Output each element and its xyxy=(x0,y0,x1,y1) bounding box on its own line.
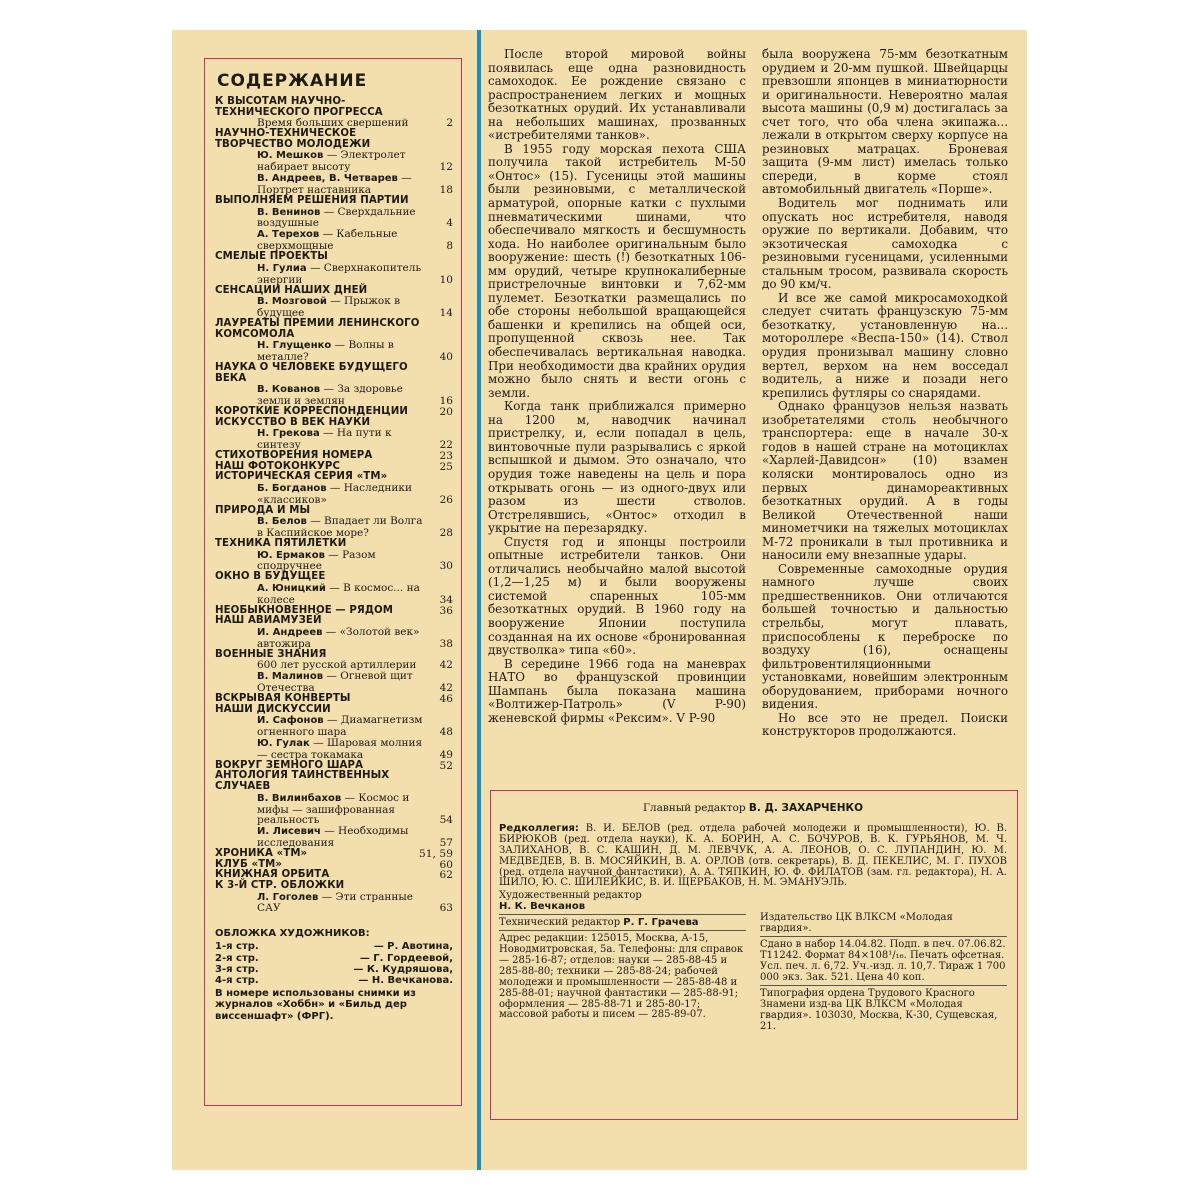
imprint-right xyxy=(760,891,1007,1032)
toc-section xyxy=(215,97,453,118)
photo-sources-note: В номере использованы снимки из журналов «Хоббн» и «Бильд дер виссеншафт» (ФРГ). xyxy=(215,988,416,1022)
editorial-board-label: Редколлегия: xyxy=(499,822,579,834)
toc-article xyxy=(215,627,453,650)
toc-article xyxy=(215,384,453,407)
toc-page-number: 28 xyxy=(439,527,453,540)
toc-section-title: АНТОЛОГИЯ ТАИНСТВЕННЫХ СЛУЧАЕВ xyxy=(215,770,390,793)
toc-article xyxy=(215,296,453,319)
toc-article-title: — Разом сподручнее xyxy=(257,548,376,573)
toc-page-number: 8 xyxy=(446,240,453,253)
cover-artist: — Н. Вечканова. xyxy=(358,974,453,986)
toc-article-author: Н. Глущенко xyxy=(257,340,332,352)
toc-page-number: 46 xyxy=(439,693,453,706)
toc-page-number: 10 xyxy=(439,273,453,286)
cover-page: 3-я стр. xyxy=(215,963,259,975)
toc-article-title: — Диамагнетизм огненного шара xyxy=(257,714,423,739)
chief-editor: Главный редактор В. Д. ЗАХАРЧЕНКО xyxy=(642,802,863,814)
toc-page-number: 57 xyxy=(439,837,453,850)
toc-article-author: Н. Грекова xyxy=(257,428,320,440)
toc-article xyxy=(215,550,453,573)
toc-article-title: — Портрет наставника xyxy=(257,172,412,196)
editorial-board xyxy=(499,824,1007,889)
toc-article-author: В. Кованов xyxy=(257,384,321,396)
article-paragraph: После второй мировой войны появилась еще одна разновидность самоходок. Ее рождение связано с распространением легких и мощных безоткатных орудий. Их устанавливали на небольших машинах, прозванных «истребителями танков». xyxy=(488,47,746,143)
toc-page-number: 25 xyxy=(439,460,453,473)
toc-section-title: КЛУБ «ТМ» xyxy=(215,858,283,870)
toc-section-title: ЛАУРЕАТЫ ПРЕМИИ ЛЕНИНСКОГО КОМСОМОЛА xyxy=(215,317,420,340)
toc-page-number: 63 xyxy=(439,902,453,915)
toc-section-title: НАШ АВИАМУЗЕЙ xyxy=(215,615,322,627)
article-paragraph: Спустя год и японцы построили опытные истребители танков. Они отличались необычайно малой высотой (1,2—1,25 м) и были вооружены системой спаренных 105-мм безоткатных орудий. В 1960 году на вооружение Японии поступила созданная на их основе «бронированная двустволка» типа «60». xyxy=(488,534,746,658)
toc-article-author: А. Юницкий xyxy=(257,582,326,594)
toc-page-number: 20 xyxy=(439,405,453,418)
article-paragraph: Но все это не предел. Поиски конструкторов продолжаются. xyxy=(762,710,1008,739)
article-paragraph: В середине 1966 года на маневрах НАТО во французской провинции Шампань была показана машина «Волтижер-Патроль» (V P-90) женевской фирмы «Рексим». V P-90 xyxy=(488,656,746,725)
toc-article xyxy=(215,428,453,451)
editorial-board-members: В. И. БЕЛОВ (ред. отдела рабочей молодежи и промышленности), Ю. В. БИРЮКОВ (ред. отдела науки), К. А. БОРИН, А. С. БОЧУРОВ, В. К. ГУРЬЯНОВ, М. Ч. ЗАЛИХАНОВ, В. С. КАШИН, Д. М. ЛЕВЧУК, А. А. ЛЕОНОВ, О. С. ЛУПАНДИН, Ю. М. МЕДВЕДЕВ, В. В. МОСЯЙКИН, В. А. ОРЛОВ (отв. секретарь), В. Д. ПЕКЕЛИС, М. Г. ПУХОВ (ред. отдела научной фантастики), А. А. ТЯПКИН, Ю. Ф. ФИЛАТОВ (зам. гл. редактора), Н. А. ШИЛО, Ю. С. ШИЛЕЙКИС, В. И. ЩЕРБАКОВ, Н. М. ЭМАНУЭЛЬ. xyxy=(499,822,1008,889)
cover-artist-row xyxy=(215,964,453,975)
toc-article-author: В. Вилинбахов xyxy=(257,792,342,804)
toc-article-author: В. Венинов xyxy=(257,206,321,218)
toc-section-title: НАУЧНО-ТЕХНИЧЕСКОЕ ТВОРЧЕСТВО МОЛОДЕЖИ xyxy=(215,128,371,150)
toc-title: СОДЕРЖАНИЕ xyxy=(217,71,368,91)
toc-page-number: 22 xyxy=(439,439,453,452)
toc-article xyxy=(215,173,453,196)
toc-section-title: К ВЫСОТАМ НАУЧНО-ТЕХНИЧЕСКОГО ПРОГРЕССА xyxy=(215,96,383,118)
toc-page-number: 16 xyxy=(439,395,453,408)
toc-article-title: — «Золотой век» автожира xyxy=(257,625,420,650)
cover-page: 1-я стр. xyxy=(215,941,259,953)
cover-artist-row xyxy=(215,975,453,986)
imprint-rule xyxy=(760,936,1007,937)
article-column-2 xyxy=(762,48,1008,739)
toc-article-title: Время больших свершений xyxy=(257,117,409,130)
article-column-1 xyxy=(488,48,746,725)
toc-page-number: 2 xyxy=(446,117,453,130)
toc-article-title: — Эти странные САУ xyxy=(257,890,413,915)
article-paragraph: Однако французов нельзя назвать изобретателями столь необычного транспортера: еще в начале 30-х годов в нашей стране на мотоциклах «Харлей-Давидсон» (10) взамен коляски монтировалось одно из первых динамореактивных безоткатных орудий. А в годы Великой Отечественной наши минометчики на тяжелых мотоциклах М-72 проникали в тыл противника и наносили ему внезапные удары. xyxy=(762,399,1008,563)
toc-section-title: СМЕЛЫЕ ПРОЕКТЫ xyxy=(215,251,328,263)
toc-page-number: 30 xyxy=(439,560,453,573)
toc-section xyxy=(215,129,453,150)
toc-page-number: 14 xyxy=(439,307,453,320)
toc-article xyxy=(215,229,453,252)
toc-page-number: 48 xyxy=(439,726,453,739)
toc-page-number: 23 xyxy=(439,449,453,462)
toc-section-title: ИСКУССТВО В ВЕК НАУКИ xyxy=(215,416,371,428)
toc-section-title: ХРОНИКА «ТМ» xyxy=(215,848,308,860)
toc-entries xyxy=(215,97,453,914)
toc-article xyxy=(215,793,453,827)
toc-page-number: 52 xyxy=(439,759,453,772)
toc-article-author: Н. Гулиа xyxy=(257,262,307,274)
toc-section-title: ВОКРУГ ЗЕМНОГО ШАРА xyxy=(215,759,364,771)
toc-article-author: В. Андреев, В. Четварев xyxy=(257,173,398,185)
toc-article-author: Ю. Ермаков xyxy=(257,549,325,561)
toc-page-number: 54 xyxy=(439,814,453,827)
toc-page-number: 36 xyxy=(439,604,453,617)
toc-page-number: 60 xyxy=(439,858,453,871)
toc-section-title: НАШИ ДИСКУССИИ xyxy=(215,703,331,715)
toc-article-author: В. Малинов xyxy=(257,671,324,683)
toc-article-author: И. Сафонов xyxy=(257,715,324,727)
cover-artist: — Р. Авотина, xyxy=(373,941,453,953)
toc-page-number: 34 xyxy=(439,593,453,606)
toc-article-author: А. Терехов xyxy=(257,229,320,241)
toc-article-title: — Впадает ли Волга в Каспийское море? xyxy=(257,515,423,540)
toc-section-title: НАШ ФОТОКОНКУРС xyxy=(215,460,341,472)
toc-section-title: КОРОТКИЕ КОРРЕСПОНДЕНЦИИ xyxy=(215,405,408,417)
cover-artist: — К. Кудряшова, xyxy=(353,963,453,975)
toc-page-number: 40 xyxy=(439,351,453,364)
tech-editor: Технический редактор Р. Г. Грачева xyxy=(499,917,699,929)
article-paragraph: Водитель мог поднимать или опускать нос истребителя, наводя оружие по вертикали. Добавим, что экзотическая самоходка с резиновыми гусеницами, усиленными стальным тросом, развивала скорость до 90 км/ч. xyxy=(762,196,1008,292)
toc-page-number: 26 xyxy=(439,493,453,506)
toc-article xyxy=(215,150,453,173)
toc-article-title: — Прыжок в будущее xyxy=(257,295,401,320)
toc-section xyxy=(215,319,453,340)
toc-article-title: — На пути к синтезу xyxy=(257,427,392,452)
toc-article-author: И. Андреев xyxy=(257,626,323,638)
cover-artists-title: ОБЛОЖКА ХУДОЖНИКОВ: xyxy=(215,928,370,940)
toc-section-title: ИСТОРИЧЕСКАЯ СЕРИЯ «ТМ» xyxy=(215,471,388,483)
toc-article-title: — Необходимы исследования xyxy=(257,825,409,850)
toc-section-title: ТЕХНИКА ПЯТИЛЕТКИ xyxy=(215,537,347,549)
toc-article-title: — Кабельные сверхмощные xyxy=(257,228,398,253)
toc-article xyxy=(215,826,453,849)
imprint-left xyxy=(499,891,746,1032)
toc-page-number: 62 xyxy=(439,869,453,882)
toc-article-title: — Шаровая молния — сестра токамака xyxy=(257,737,423,761)
toc-article xyxy=(215,516,453,539)
toc-article-title: — Огневой щит Отечества xyxy=(257,670,413,695)
imprint-rule xyxy=(499,914,746,915)
toc-article xyxy=(215,483,453,506)
toc-article-title: — Наследники «классиков» xyxy=(257,481,412,506)
magazine-page xyxy=(172,30,1027,1170)
article-paragraph: Когда танк приближался примерно на 1200 м, наводчик начинал пристрелку, и, если попадал в цель, винтовочные пули разрывались с яркой вспышкой и дымом. Это означало, что орудия тоже наведены на цель и пора открывать огонь — из одного-двух или разом из шести стволов. Отстрелявшись, «Онтос» отходил в укрытие на перезарядку. xyxy=(488,399,746,536)
imprint-bottom xyxy=(499,891,1007,1032)
toc-section-title: К 3-Й СТР. ОБЛОЖКИ xyxy=(215,879,345,891)
cover-artist: — Г. Гордеевой, xyxy=(359,952,453,964)
article-paragraph: Современные самоходные орудия намного лучше своих предшественников. Они отличаются большей точностью и дальностью стрельбы, могут плавать, приспособлены к переброске по воздуху (16), оснащены фильтровентиляционными установками, новейшим электронным оборудованием, приборами ночного видения. xyxy=(762,561,1008,712)
toc-article-title: — Сверхнакопитель энергии xyxy=(257,261,422,286)
toc-article xyxy=(215,892,453,915)
toc-section-title: КНИЖНАЯ ОРБИТА xyxy=(215,869,330,881)
toc-article-author: Ю. Мешков xyxy=(257,150,324,162)
cover-page: 4-я стр. xyxy=(215,974,259,986)
cover-page: 2-я стр. xyxy=(215,952,259,964)
toc-article xyxy=(215,340,453,363)
imprint-rule xyxy=(499,930,746,931)
article-paragraph: В 1955 году морская пехота США получила такой истребитель М-50 «Онтос» (15). Гусеницы этой машины были резиновыми, с металлической арматурой, опорные катки с пухлыми пневматическими шинами, что обеспечивало мягкость и бесшумность хода. Но наиболее оригинальным было вооружение: шесть (!) безоткатных 106-мм орудий, четыре крупнокалиберные пристрелочные винтовки и 7,62-мм пулемет. Безоткатки размещались по обе стороны небольшой вращающейся башенки и крепились на общей оси, пропущенной сквозь нее. Так обеспечивалась вертикальная наводка. При необходимости два крайних орудия можно было снять и вести огонь с земли. xyxy=(488,141,746,400)
toc-section-title: НАУКА О ЧЕЛОВЕКЕ БУДУЩЕГО ВЕКА xyxy=(215,361,408,384)
toc-section xyxy=(215,363,453,384)
toc-section-title: ПРИРОДА И МЫ xyxy=(215,504,311,516)
toc-article-title: — Электролет набирает высоту xyxy=(257,149,406,174)
toc-article-title: — Космос и мифы — зашифрованная реальность xyxy=(257,791,410,827)
toc-article-author: Л. Гоголев xyxy=(257,891,319,903)
column-divider xyxy=(477,30,481,1170)
toc-article-title: — В космос... на колесе xyxy=(257,581,420,606)
toc-section-title: ВЫПОЛНЯЕМ РЕШЕНИЯ ПАРТИИ xyxy=(215,194,409,206)
print-info: Сдано в набор 14.04.82. Подп. в печ. 07.06.82. Т11242. Формат 84×108¹/₁₆. Печать офсетная. Усл. печ. л. 6,72. Уч.-изд. л. 10,7. Тираж 1 700 000 экз. Зак. 521. Цена 40 коп. xyxy=(760,939,1006,983)
toc-section-title: НЕОБЫКНОВЕННОЕ — РЯДОМ xyxy=(215,604,394,616)
cover-artist-row xyxy=(215,941,453,952)
toc-page-number: 38 xyxy=(439,637,453,650)
cover-artists xyxy=(215,928,453,1021)
publisher: Издательство ЦК ВЛКСМ «Молодая гвардия». xyxy=(760,912,953,935)
table-of-contents xyxy=(204,58,462,1106)
toc-page-number: 51, 59 xyxy=(419,848,453,861)
toc-article xyxy=(215,207,453,230)
article-paragraph: была вооружена 75-мм безоткатным орудием и 20-мм пушкой. Швейцарцы превзошли японцев в миниатюрности и оригинальности. Невероятно малая высота машины (0,9 м) достигалась за счет того, что оба члена экипажа... лежали в открытом сверху корпусе на резиновых матрацах. Броневая защита (9-мм лист) имелась только спереди, в корме стоял автомобильный двигатель «Порше». xyxy=(762,47,1008,197)
cover-artist-row xyxy=(215,953,453,964)
cover-rows xyxy=(215,941,453,986)
toc-article-title: — Сверхдальние воздушные xyxy=(257,205,416,230)
toc-section-title: ОКНО В БУДУЩЕЕ xyxy=(215,571,326,583)
editorial-address: Адрес редакции: 125015, Москва, А-15, Новодмитровская, 5а. Телефоны: для справок — 285-16-87; отделов: науки — 285-88-45 и 285-88-80; техники — 285-88-24; рабочей молодежи и промышленности — 285-88-48 и 285-88-01; научной фантастики — 285-88-91; оформления — 285-88-71 и 285-80-17; массовой работы и писем — 285-89-07. xyxy=(499,933,744,1021)
imprint-rule xyxy=(760,985,1007,986)
printing-house: Типография ордена Трудового Красного Знамени изд-ва ЦК ВЛКСМ «Молодая гвардия». 103030, Москва, К-30, Сущевская, 21. xyxy=(760,987,998,1032)
toc-page-number: 42 xyxy=(439,659,453,672)
toc-article-author: В. Белов xyxy=(257,516,307,528)
article-paragraph: И все же самой микросамоходкой следует считать французскую 75-мм безоткатку, установленную на... мотороллере «Веспа-150» (14). Ствол орудия пронизывал машину словно вертел, верхом на нем восседал водитель, а ниже и позади него крепились футляры со снарядами. xyxy=(762,290,1008,400)
chief-editor-name: В. Д. ЗАХАРЧЕНКО xyxy=(748,802,863,814)
imprint-box xyxy=(490,790,1018,1120)
toc-page-number: 49 xyxy=(439,748,453,761)
toc-section xyxy=(215,771,453,792)
toc-article-author: И. Лисевич xyxy=(257,826,321,838)
toc-article-title: — За здоровье земли и землян xyxy=(257,383,403,408)
toc-article-author: В. Мозговой xyxy=(257,296,327,308)
toc-article xyxy=(215,738,453,761)
toc-article xyxy=(215,263,453,286)
toc-article xyxy=(215,583,453,606)
toc-section-title: ВОЕННЫЕ ЗНАНИЯ xyxy=(215,648,327,660)
toc-article-author: Б. Богданов xyxy=(257,482,327,494)
toc-article-author: Ю. Гулак xyxy=(257,738,310,750)
toc-article xyxy=(215,671,453,694)
toc-section-title: СТИХОТВОРЕНИЯ НОМЕРА xyxy=(215,449,373,461)
toc-page-number: 12 xyxy=(439,161,453,174)
toc-section-title: ВСКРЫВАЯ КОНВЕРТЫ xyxy=(215,693,351,705)
toc-page-number: 18 xyxy=(439,184,453,196)
toc-article-title: 600 лет русской артиллерии xyxy=(257,659,417,672)
toc-page-number: 42 xyxy=(439,682,453,695)
toc-section-title: СЕНСАЦИИ НАШИХ ДНЕЙ xyxy=(215,284,368,296)
toc-page-number: 4 xyxy=(446,217,453,230)
toc-article-title: — Волны в металле? xyxy=(257,339,394,364)
art-editor: Художественный редактор Н. К. Вечканов xyxy=(499,890,642,913)
toc-article xyxy=(215,715,453,738)
